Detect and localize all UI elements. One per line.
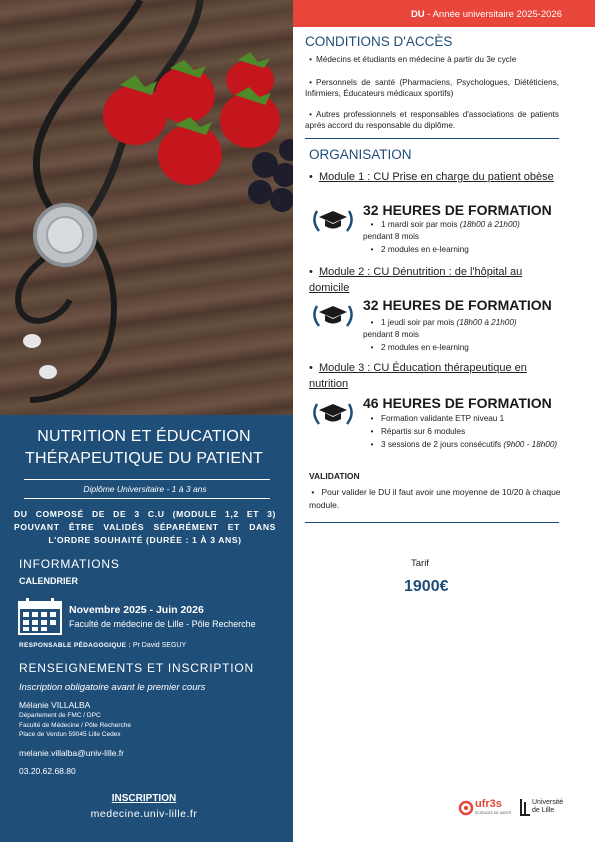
inscription-url[interactable]: medecine.univ-lille.fr xyxy=(90,808,198,820)
validation-heading: VALIDATION xyxy=(309,471,360,481)
detail-text: 3 sessions de 2 jours consécutifs xyxy=(381,440,504,449)
title-line-1: NUTRITION ET ÉDUCATION xyxy=(37,428,251,445)
page-title xyxy=(10,426,278,470)
diploma-subtitle: Diplôme Universitaire - 1 à 3 ans xyxy=(83,484,207,494)
detail-text: Formation validante ETP niveau 1 xyxy=(381,414,505,423)
detail-time: (18h00 à 21h00) xyxy=(459,220,520,229)
validation-body: Pour valider le DU il faut avoir une moyenne de 10/20 à chaque module. xyxy=(309,487,561,510)
module-1-title: • Module 1 : CU Prise en charge du patient obèse xyxy=(309,171,554,183)
module-hours: 46 HEURES DE FORMATION xyxy=(363,395,552,411)
informations-heading: INFORMATIONS xyxy=(19,557,120,571)
condition-item xyxy=(305,77,559,100)
inscription-link[interactable]: INSCRIPTION xyxy=(111,793,177,804)
detail-text: 2 modules en e-learning xyxy=(381,343,469,352)
module-hours: 32 HEURES DE FORMATION xyxy=(363,202,552,218)
tarif-value: 1900€ xyxy=(404,578,449,595)
contact-address: Place de Verdun 59045 Lille Cedex xyxy=(19,731,121,738)
divider xyxy=(24,498,270,499)
renseignements-heading: RENSEIGNEMENTS ET INSCRIPTION xyxy=(19,661,255,675)
module-num: Module 1 : xyxy=(318,171,374,183)
detail-text: 1 mardi soir par mois xyxy=(381,220,460,229)
validation-text: • Pour valider le DU il faut avoir une moyenne de 10/20 à chaque module. xyxy=(309,487,561,510)
left-panel xyxy=(0,0,293,842)
header-subtitle: - Année universitaire 2025-2026 xyxy=(424,9,562,20)
module-name: CU Éducation thérapeutique en nutrition xyxy=(309,362,527,390)
module-num: Module 2 : xyxy=(318,266,374,278)
module-3-title: • Module 3 : CU Éducation thérapeutique en nutrition xyxy=(309,362,527,390)
contact-email[interactable]: melanie.villalba@univ-lille.fr xyxy=(19,748,125,758)
graduation-cap-icon xyxy=(309,398,357,433)
module-detail: pendant 8 mois xyxy=(363,232,419,241)
condition-text: Autres professionnels et responsables d'associations de patients après accord du responsable du diplôme. xyxy=(305,110,559,131)
module-name: CU Dénutrition : de l'hôpital au domicile xyxy=(309,266,523,294)
condition-text: Médecins et étudiants en médecine à partir du 3e cycle xyxy=(316,55,517,64)
contact-name: Mélanie VILLALBA xyxy=(19,700,91,710)
detail-text: 1 jeudi soir par mois xyxy=(381,318,457,327)
bullet-icon: • xyxy=(309,55,312,64)
univ-line-1: Université xyxy=(532,799,564,806)
module-detail: • 1 jeudi soir par mois (18h00 à 21h00) xyxy=(370,318,517,327)
composition-text: DU COMPOSÉ DE DE 3 C.U (MODULE 1,2 ET 3) POUVANT ÊTRE VALIDÉS SÉPARÉMENT ET DANS L'ORDRE SOUHAITÉ (DURÉE : 1 À 3 ANS) xyxy=(14,509,276,545)
calendar-heading: CALENDRIER xyxy=(19,576,79,586)
organisation-heading: ORGANISATION xyxy=(309,147,412,162)
calendar-icon xyxy=(18,597,62,640)
module-hours: 32 HEURES DE FORMATION xyxy=(363,297,552,313)
module-name: CU Prise en charge du patient obèse xyxy=(373,171,554,183)
responsable xyxy=(19,642,186,649)
detail-text: Répartis sur 6 modules xyxy=(381,427,466,436)
condition-item xyxy=(305,54,559,65)
module-detail: • 2 modules en e-learning xyxy=(370,343,469,352)
responsable-label: RESPONSABLE PÉDAGOGIQUE : xyxy=(19,642,131,649)
module-2-title: • Module 2 : CU Dénutrition : de l'hôpital au domicile xyxy=(309,266,523,294)
title-line-2: THÉRAPEUTIQUE DU PATIENT xyxy=(24,450,263,467)
condition-item xyxy=(305,109,559,132)
divider xyxy=(24,479,270,480)
responsable-name: Pr David SEGUY xyxy=(130,642,187,649)
location: Faculté de médecine de Lille - Pôle Recherche xyxy=(69,619,256,629)
inscription-note: Inscription obligatoire avant le premier cours xyxy=(19,682,206,693)
module-detail: • 1 mardi soir par mois (18h00 à 21h00) xyxy=(370,220,520,229)
header-bar xyxy=(293,0,595,27)
divider xyxy=(305,522,559,523)
divider xyxy=(305,138,559,139)
module-detail: • Formation validante ETP niveau 1 xyxy=(370,414,505,423)
detail-time: (18h00 à 21h00) xyxy=(456,318,517,327)
contact-dept: Département de FMC / DPC xyxy=(19,712,101,719)
cover-photo xyxy=(0,0,293,415)
condition-text: Personnels de santé (Pharmaciens, Psychologues, Diététiciens, Infirmiers, Éducateurs médicaux sportifs) xyxy=(305,78,559,99)
module-detail: • 2 modules en e-learning xyxy=(370,245,469,254)
graduation-cap-icon xyxy=(309,300,357,335)
bullet-icon: • xyxy=(309,78,312,87)
module-num: Module 3 : xyxy=(318,362,374,374)
header-text xyxy=(411,9,562,20)
module-detail: • 3 sessions de 2 jours consécutifs (9h00 - 18h00) xyxy=(370,440,558,449)
header-tag: DU xyxy=(410,9,425,20)
module-detail: pendant 8 mois xyxy=(363,330,419,339)
tarif-label: Tarif xyxy=(411,558,429,569)
detail-text: 2 modules en e-learning xyxy=(381,245,469,254)
universite-de-lille-logo xyxy=(519,799,564,822)
dates: Novembre 2025 - Juin 2026 xyxy=(69,604,204,616)
module-detail: • Répartis sur 6 modules xyxy=(370,427,466,436)
univ-line-2: de Lille xyxy=(532,807,555,814)
ufr3s-logo xyxy=(458,799,514,824)
ufr-subtext: SCIENCES DE SANTÉ xyxy=(475,811,512,815)
conditions-heading: CONDITIONS D'ACCÈS xyxy=(305,34,453,49)
bullet-icon: • xyxy=(309,110,312,119)
ufr-text: ufr3s xyxy=(475,798,502,810)
detail-time: (9h00 - 18h00) xyxy=(503,440,558,449)
contact-phone: 03.20.62.68.80 xyxy=(19,766,76,776)
contact-fac: Faculté de Médecine / Pôle Recherche xyxy=(19,722,132,729)
graduation-cap-icon xyxy=(309,205,357,240)
